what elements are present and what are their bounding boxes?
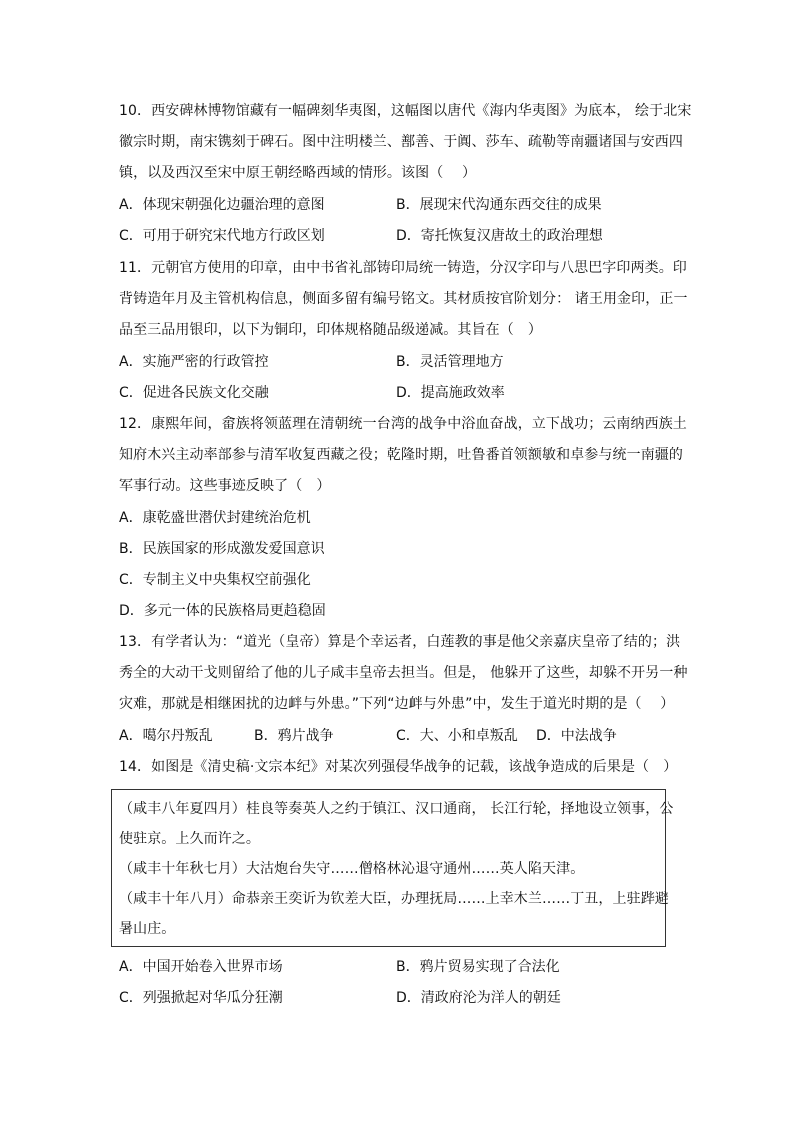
q12-option-d[interactable]: D．多元一体的民族格局更趋稳固 (119, 603, 326, 619)
q14-source-line-5: 暑山庄。 (119, 921, 176, 937)
q14-option-c[interactable]: C．列强掀起对华瓜分狂潮 (119, 990, 283, 1006)
q14-source-line-3: （咸丰十年秋七月）大沽炮台失守……僧格林沁退守通州……英人陷天津。 (119, 861, 585, 877)
q13-option-d[interactable]: D．中法战争 (536, 728, 617, 744)
q13-stem-line-2: 秀全的大动干戈则留给了他的儿子咸丰皇帝去担当。但是， 他躲开了这些，却躲不开另一种 (119, 665, 688, 681)
q14-option-b[interactable]: B．鸦片贸易实现了合法化 (396, 959, 560, 975)
q11-option-c[interactable]: C．促进各民族文化交融 (119, 385, 269, 401)
q12-stem-line-2: 知府木兴主动率部参与清军收复西藏之役；乾隆时期，吐鲁番首领额敏和卓参与统一南疆的 (119, 447, 683, 463)
q13-stem-line-1: 13．有学者认为：“道光（皇帝）算是个幸运者，白莲教的事是他父亲嘉庆皇帝了结的；洪 (119, 634, 681, 650)
q10-stem-line-3: 镇，以及西汉至宋中原王朝经略西域的情形。该图（ ） (119, 165, 477, 181)
q14-option-d[interactable]: D．清政府沦为洋人的朝廷 (396, 990, 561, 1006)
q14-source-line-2: 使驻京。上久而许之。 (119, 831, 260, 847)
q14-source-line-4: （咸丰十年八月）命恭亲王奕䜣为钦差大臣，办理抚局……上幸木兰……丁丑，上驻跸避 (119, 891, 669, 907)
q11-stem-line-2: 背铸造年月及主管机构信息，侧面多留有编号铭文。其材质按官阶划分： 诸王用金印，正一 (119, 291, 688, 307)
q11-option-b[interactable]: B．灵活管理地方 (396, 354, 504, 370)
q10-stem-line-2: 徽宗时期，南宋镌刻于碑石。图中注明楼兰、鄯善、于阗、莎车、疏勒等南疆诸国与安西四 (119, 134, 683, 150)
q13-option-b[interactable]: B．鸦片战争 (254, 728, 334, 744)
q10-stem-line-1: 10．西安碑林博物馆藏有一幅碑刻华夷图，这幅图以唐代《海内华夷图》为底本， 绘于北宋 (119, 103, 692, 119)
q11-stem-line-3: 品至三品用银印，以下为铜印，印体规格随品级递减。其旨在（ ） (119, 322, 542, 338)
q10-option-c[interactable]: C．可用于研究宋代地方行政区划 (119, 228, 325, 244)
q14-stem: 14．如图是《清史稿·文宗本纪》对某次列强侵华战争的记载，该战争造成的后果是（ ） (119, 759, 678, 775)
q10-option-a[interactable]: A．体现宋朝强化边疆治理的意图 (119, 197, 325, 213)
q13-stem-line-3: 灾难，那就是相继困扰的边衅与外患。”下列“边衅与外患”中，发生于道光时期的是（ ） (119, 696, 675, 712)
q11-option-a[interactable]: A．实施严密的行政管控 (119, 354, 269, 370)
q10-option-b[interactable]: B．展现宋代沟通东西交往的成果 (396, 197, 602, 213)
q14-option-a[interactable]: A．中国开始卷入世界市场 (119, 959, 283, 975)
q13-option-c[interactable]: C．大、小和卓叛乱 (396, 728, 518, 744)
q11-stem-line-1: 11．元朝官方使用的印章，由中书省礼部铸印局统一铸造，分汉字印与八思巴字印两类。印 (119, 260, 687, 276)
q12-stem-line-1: 12．康熙年间，畲族将领蓝理在清朝统一台湾的战争中浴血奋战，立下战功；云南纳西族土 (119, 416, 687, 432)
q12-option-b[interactable]: B．民族国家的形成激发爱国意识 (119, 541, 325, 557)
q13-option-a[interactable]: A．噶尔丹叛乱 (119, 728, 213, 744)
q14-source-line-1: （咸丰八年夏四月）桂良等奏英人之约于镇江、汉口通商， 长江行轮，择地设立领事，公 (119, 801, 674, 817)
q12-stem-line-3: 军事行动。这些事迹反映了（ ） (119, 478, 331, 494)
q10-option-d[interactable]: D．寄托恢复汉唐故土的政治理想 (396, 228, 603, 244)
q11-option-d[interactable]: D．提高施政效率 (396, 385, 505, 401)
q12-option-a[interactable]: A．康乾盛世潜伏封建统治危机 (119, 510, 311, 526)
q12-option-c[interactable]: C．专制主义中央集权空前强化 (119, 572, 311, 588)
